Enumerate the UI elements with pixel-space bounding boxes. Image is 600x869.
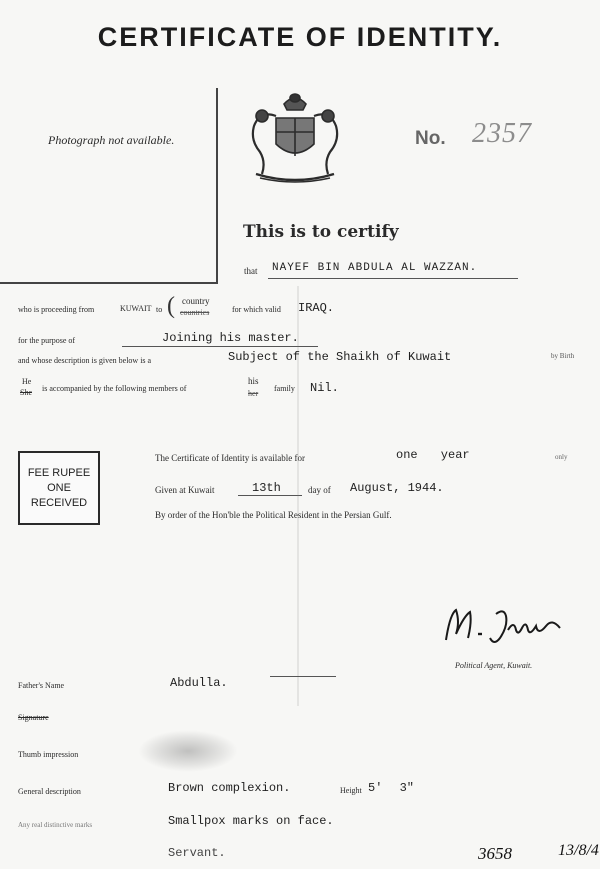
countries-word: countries [180, 308, 210, 317]
she-label: She [20, 388, 32, 397]
divider-line [270, 676, 336, 677]
height-value: 5' 3" [368, 781, 415, 795]
purpose-underline [122, 346, 318, 347]
stamp-line-2: ONE [47, 481, 71, 494]
document-title: CERTIFICATE OF IDENTITY. [97, 22, 503, 52]
fee-stamp [18, 451, 100, 525]
her-word: her [248, 389, 259, 398]
marks-value: Smallpox marks on face. [168, 814, 334, 828]
order-text: By order of the Hon'ble the Political Resident in the Persian Gulf. [155, 510, 392, 520]
thumbprint [138, 730, 238, 772]
from-place: KUWAIT [120, 304, 152, 313]
by-birth-label: by Birth [551, 352, 575, 360]
purpose-label: for the purpose of [18, 336, 76, 345]
day-underline [238, 495, 302, 496]
certify-heading: This is to certify [243, 222, 399, 242]
number-label: No. [415, 128, 446, 149]
family-label: family [274, 384, 295, 393]
fathers-name-label: Father's Name [18, 681, 65, 690]
agent-signature-icon [438, 600, 578, 650]
day-of-label: day of [308, 485, 331, 495]
fathers-name-value: Abdulla. [170, 676, 228, 690]
available-value: one year [396, 448, 470, 462]
given-date: August, 1944. [350, 481, 444, 495]
only-label: only [555, 453, 568, 461]
family-value: Nil. [310, 381, 339, 395]
certificate-number: 2357 [472, 118, 532, 149]
royal-crest-icon [246, 86, 344, 186]
his-word: his [248, 376, 259, 386]
proceeding-label: who is proceeding from [18, 305, 95, 314]
marks-label: Any real distinctive marks [18, 821, 93, 829]
destination: IRAQ. [298, 301, 335, 315]
given-day: 13th [252, 481, 281, 495]
agent-title: Political Agent, Kuwait. [455, 661, 533, 670]
name-underline [268, 278, 518, 279]
signature-label: Signature [18, 713, 49, 722]
he-label: He [22, 377, 32, 386]
accompanied-label: is accompanied by the following members of [42, 384, 187, 393]
reference-date: 13/8/4 [558, 842, 599, 859]
that-label: that [244, 266, 258, 276]
subject-value: Subject of the Shaikh of Kuwait [228, 350, 452, 364]
purpose-value: Joining his master. [162, 331, 299, 345]
available-label: The Certificate of Identity is available for [155, 453, 305, 463]
photo-note: Photograph not available. [48, 133, 175, 147]
stamp-line-1: FEE RUPEE [27, 466, 91, 479]
general-value: Brown complexion. [168, 781, 291, 795]
reference-number: 3658 [478, 844, 512, 863]
paren-open: ( [167, 293, 175, 319]
stamp-line-3: RECEIVED [30, 496, 88, 509]
general-label: General description [18, 787, 81, 796]
given-label: Given at Kuwait [155, 485, 215, 495]
description-label: and whose description is given below is a [18, 356, 152, 365]
occupation-value: Servant. [168, 846, 226, 860]
thumb-label: Thumb impression [18, 750, 79, 759]
photo-box [0, 88, 218, 284]
country-word: country [182, 296, 210, 306]
paper-fold [297, 286, 299, 706]
holder-name: NAYEF BIN ABDULA AL WAZZAN. [272, 262, 478, 274]
to-label: to [156, 305, 163, 314]
valid-label: for which valid [232, 305, 281, 314]
height-label: Height [340, 786, 362, 795]
